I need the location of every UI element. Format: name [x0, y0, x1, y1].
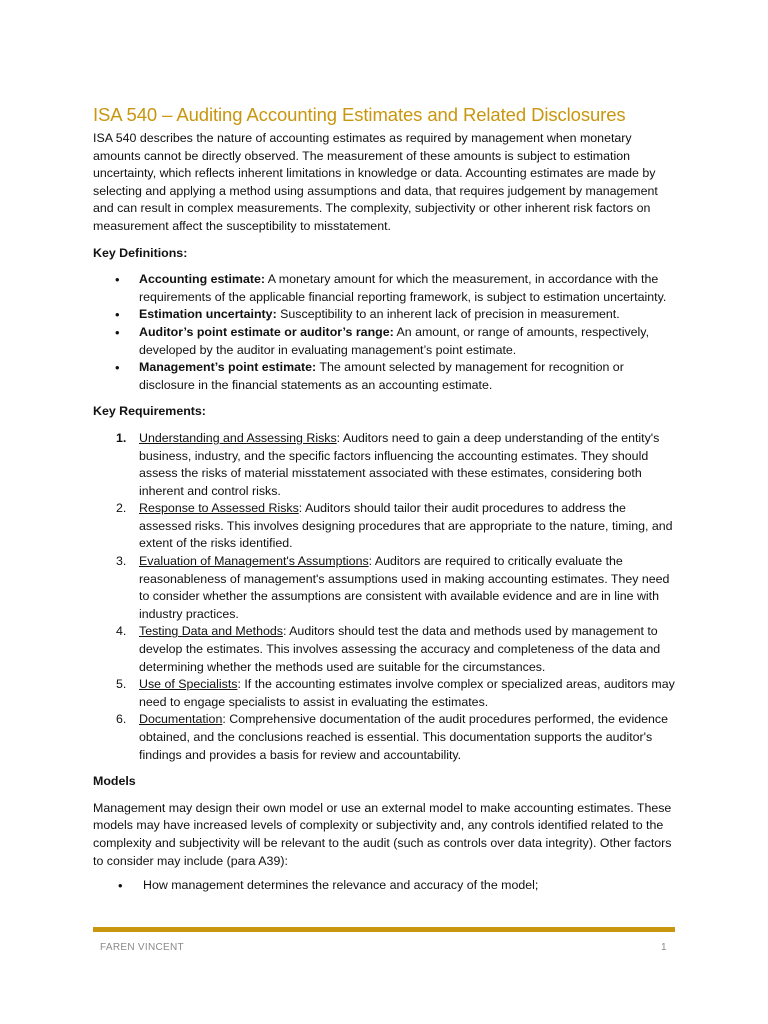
requirement-number: 2. [116, 501, 127, 516]
definition-item [93, 306, 678, 324]
requirement-title: Evaluation of Management's Assumptions [139, 554, 369, 569]
requirement-item [93, 500, 678, 553]
requirements-list [93, 430, 678, 764]
footer-divider [93, 927, 675, 932]
definitions-heading: Key Definitions: [93, 245, 188, 260]
requirement-text: : Comprehensive documentation of the audit procedures performed, the evidence obtained, and the conclusions reached is essential. This documentation supports the auditor's findings and provides a basis for review and accountability. [139, 712, 668, 762]
requirement-text: : Auditors need to gain a deep understanding of the entity's business, industry, and the specific factors influencing the accounting estimates. They should assess the risks of material misstatement associated with these estimates, considering both inherent and control risks. [139, 430, 660, 498]
requirement-number: 1. [116, 430, 127, 445]
requirement-number: 3. [116, 554, 127, 569]
definition-text: An amount, or range of amounts, respectively, developed by the auditor in evaluating management’s point estimate. [139, 324, 650, 357]
requirement-text: : Auditors should tailor their audit procedures to address the assessed risks. This involves designing procedures that are appropriate to the nature, timing, and extent of the risks identified. [139, 501, 673, 551]
intro-paragraph: ISA 540 describes the nature of accounting estimates as required by management when monetary amounts cannot be directly observed. The measurement of these amounts is subject to estimation uncertainty, which reflects inherent limitations in knowledge or data. Accounting estimates are made by selecting and applying a method using assumptions and data, that requires judgement by management and can result in complex measurements. The complexity, subjectivity or other inherent risk factors on measurement affect the susceptibility to misstatement. [93, 131, 658, 233]
requirement-number: 6. [116, 712, 127, 727]
definition-term: Management’s point estimate: [139, 360, 317, 375]
requirement-item [93, 430, 678, 500]
requirement-number: 5. [116, 677, 127, 692]
requirement-item [93, 676, 678, 711]
models-heading: Models [93, 774, 136, 789]
requirement-title: Testing Data and Methods [139, 624, 283, 639]
footer-author: FAREN VINCENT [100, 942, 184, 953]
document-title: ISA 540 – Auditing Accounting Estimates and Related Disclosures [93, 104, 626, 125]
definition-item [93, 324, 678, 359]
definition-text: Susceptibility to an inherent lack of precision in measurement. [276, 307, 620, 322]
requirement-title: Understanding and Assessing Risks [139, 430, 337, 445]
models-paragraph: Management may design their own model or use an external model to make accounting estimates. These models may have increased levels of complexity or subjectivity and, any controls identified related to the complexity and subjectivity will be relevant to the audit (such as controls over data integrity). Other factors to consider may include (para A39): [93, 800, 672, 868]
definition-item [93, 359, 678, 394]
requirement-item [93, 553, 678, 623]
page-number: 1 [661, 942, 667, 953]
requirement-title: Response to Assessed Risks [139, 501, 299, 516]
requirement-title: Documentation [139, 712, 223, 727]
requirement-title: Use of Specialists [139, 677, 238, 692]
definition-term: Auditor’s point estimate or auditor’s range: [139, 324, 394, 339]
definition-text: The amount selected by management for recognition or disclosure in the financial statements as an accounting estimate. [139, 360, 624, 392]
definition-term: Accounting estimate: [139, 272, 265, 287]
definition-text: A monetary amount for which the measurement, in accordance with the requirements of the applicable financial reporting framework, is subject to estimation uncertainty. [139, 272, 667, 304]
requirement-text: : Auditors are required to critically evaluate the reasonableness of management's assumptions used in making accounting estimates. They need to consider whether the assumptions are consistent with available evidence and are in line with industry practices. [139, 554, 670, 621]
models-bullet: • How management determines the relevance and accuracy of the model; [93, 877, 678, 895]
requirement-item [93, 623, 678, 676]
requirement-number: 4. [116, 624, 127, 639]
requirement-text: : Auditors should test the data and methods used by management to develop the estimates. This involves assessing the accuracy and completeness of the data and determining whether the methods used are suitable for the circumstances. [139, 624, 661, 674]
definitions-list [93, 271, 678, 394]
definition-term: Estimation uncertainty: [139, 307, 277, 322]
models-list [93, 877, 678, 895]
requirement-text: : If the accounting estimates involve complex or specialized areas, auditors may need to engage specialists to assist in evaluating the estimates. [139, 677, 675, 709]
document-body [93, 103, 678, 895]
definition-item [93, 271, 678, 306]
requirement-item [93, 711, 678, 764]
requirements-heading: Key Requirements: [93, 404, 206, 419]
